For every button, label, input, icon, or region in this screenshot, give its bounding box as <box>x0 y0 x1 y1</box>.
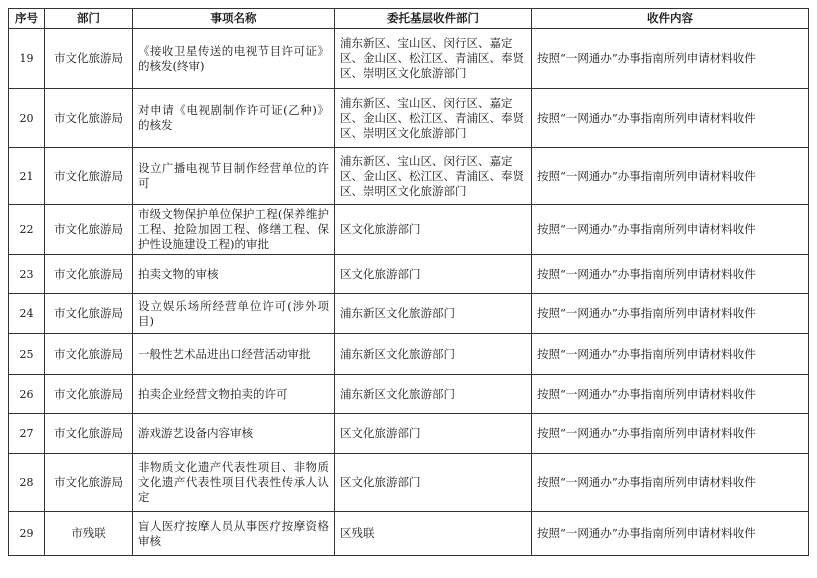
table-row <box>9 334 809 375</box>
cell-num: 26 <box>9 375 45 414</box>
cell-num: 19 <box>9 29 45 89</box>
cell-item: 拍卖文物的审核 <box>133 255 335 294</box>
cell-recv: 浦东新区、宝山区、闵行区、嘉定区、金山区、松江区、青浦区、奉贤区、崇明区文化旅游部门 <box>335 89 532 148</box>
cell-content: 按照“一网通办”办事指南所列申请材料收件 <box>532 334 809 375</box>
header-recv: 委托基层收件部门 <box>335 9 532 29</box>
cell-dept: 市文化旅游局 <box>45 255 133 294</box>
cell-item: 拍卖企业经营文物拍卖的许可 <box>133 375 335 414</box>
cell-recv: 浦东新区、宝山区、闵行区、嘉定区、金山区、松江区、青浦区、奉贤区、崇明区文化旅游部门 <box>335 148 532 205</box>
cell-num: 20 <box>9 89 45 148</box>
cell-recv: 区文化旅游部门 <box>335 255 532 294</box>
cell-dept: 市文化旅游局 <box>45 334 133 375</box>
table-row <box>9 512 809 556</box>
cell-content: 按照“一网通办”办事指南所列申请材料收件 <box>532 205 809 255</box>
cell-dept: 市文化旅游局 <box>45 89 133 148</box>
cell-num: 27 <box>9 414 45 454</box>
table-row <box>9 414 809 454</box>
cell-dept: 市文化旅游局 <box>45 294 133 334</box>
header-dept: 部门 <box>45 9 133 29</box>
cell-item: 游戏游艺设备内容审核 <box>133 414 335 454</box>
header-item: 事项名称 <box>133 9 335 29</box>
cell-dept: 市文化旅游局 <box>45 29 133 89</box>
table-row <box>9 205 809 255</box>
cell-content: 按照“一网通办”办事指南所列申请材料收件 <box>532 414 809 454</box>
cell-item: 非物质文化遗产代表性项目、非物质文化遗产代表性项目代表性传承人认定 <box>133 454 335 512</box>
header-row <box>9 9 809 29</box>
cell-recv: 区文化旅游部门 <box>335 414 532 454</box>
table-body <box>9 29 809 556</box>
cell-num: 28 <box>9 454 45 512</box>
table-row <box>9 89 809 148</box>
header-num: 序号 <box>9 9 45 29</box>
cell-item: 设立广播电视节目制作经营单位的许可 <box>133 148 335 205</box>
cell-content: 按照“一网通办”办事指南所列申请材料收件 <box>532 89 809 148</box>
cell-item: 一般性艺术品进出口经营活动审批 <box>133 334 335 375</box>
cell-content: 按照“一网通办”办事指南所列申请材料收件 <box>532 148 809 205</box>
cell-recv: 浦东新区文化旅游部门 <box>335 375 532 414</box>
cell-dept: 市文化旅游局 <box>45 375 133 414</box>
delegation-table <box>8 8 809 556</box>
cell-dept: 市文化旅游局 <box>45 454 133 512</box>
table-header <box>9 9 809 29</box>
cell-num: 23 <box>9 255 45 294</box>
cell-num: 21 <box>9 148 45 205</box>
cell-content: 按照“一网通办”办事指南所列申请材料收件 <box>532 294 809 334</box>
cell-item: 盲人医疗按摩人员从事医疗按摩资格审核 <box>133 512 335 556</box>
table-row <box>9 255 809 294</box>
cell-item: 对申请《电视剧制作许可证(乙种)》的核发 <box>133 89 335 148</box>
cell-item: 设立娱乐场所经营单位许可(涉外项目) <box>133 294 335 334</box>
table-row <box>9 454 809 512</box>
cell-recv: 浦东新区、宝山区、闵行区、嘉定区、金山区、松江区、青浦区、奉贤区、崇明区文化旅游部门 <box>335 29 532 89</box>
cell-content: 按照“一网通办”办事指南所列申请材料收件 <box>532 512 809 556</box>
table-row <box>9 294 809 334</box>
cell-dept: 市文化旅游局 <box>45 148 133 205</box>
cell-num: 29 <box>9 512 45 556</box>
table-row <box>9 29 809 89</box>
header-content: 收件内容 <box>532 9 809 29</box>
cell-recv: 区文化旅游部门 <box>335 454 532 512</box>
cell-content: 按照“一网通办”办事指南所列申请材料收件 <box>532 29 809 89</box>
cell-num: 25 <box>9 334 45 375</box>
cell-recv: 浦东新区文化旅游部门 <box>335 334 532 375</box>
cell-item: 《接收卫星传送的电视节目许可证》的核发(终审) <box>133 29 335 89</box>
cell-content: 按照“一网通办”办事指南所列申请材料收件 <box>532 454 809 512</box>
cell-dept: 市残联 <box>45 512 133 556</box>
table-row <box>9 148 809 205</box>
cell-recv: 区残联 <box>335 512 532 556</box>
cell-num: 24 <box>9 294 45 334</box>
cell-recv: 浦东新区文化旅游部门 <box>335 294 532 334</box>
cell-dept: 市文化旅游局 <box>45 205 133 255</box>
cell-item: 市级文物保护单位保护工程(保养维护工程、抢险加固工程、修缮工程、保护性设施建设工程)的审批 <box>133 205 335 255</box>
table-row <box>9 375 809 414</box>
cell-content: 按照“一网通办”办事指南所列申请材料收件 <box>532 375 809 414</box>
cell-recv: 区文化旅游部门 <box>335 205 532 255</box>
cell-content: 按照“一网通办”办事指南所列申请材料收件 <box>532 255 809 294</box>
cell-num: 22 <box>9 205 45 255</box>
cell-dept: 市文化旅游局 <box>45 414 133 454</box>
